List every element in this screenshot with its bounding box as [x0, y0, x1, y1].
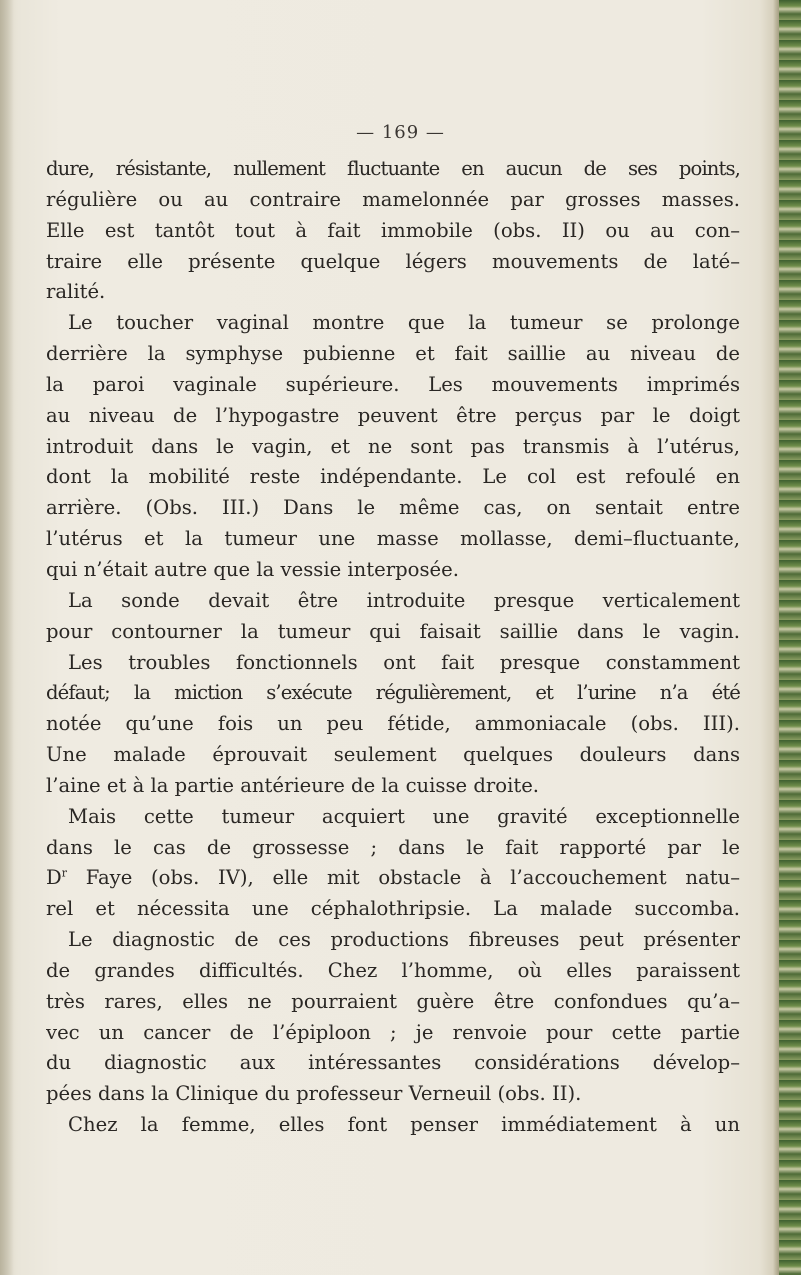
text-line	[46, 617, 740, 648]
text-line	[46, 740, 740, 771]
text-line	[46, 648, 740, 679]
text-line	[46, 370, 740, 401]
text-line	[46, 1079, 740, 1110]
text-line	[46, 586, 740, 617]
line-text: la paroi vaginale supérieure. Les mouvements imprimés	[46, 372, 740, 396]
line-text: pour contourner la tumeur qui faisait saillie dans le vagin.	[46, 619, 740, 643]
text-line	[46, 524, 740, 555]
line-text: Mais cette tumeur acquiert une gravité exceptionnelle	[68, 804, 740, 828]
body-text	[46, 154, 740, 1141]
text-line	[46, 247, 740, 278]
line-text: La sonde devait être introduite presque verticalement	[68, 588, 740, 612]
line-text: rel et nécessita une céphalothripsie. La malade succomba.	[46, 897, 740, 921]
text-line	[46, 277, 740, 308]
title-abbreviation-superscript: r	[61, 866, 67, 880]
line-text: du diagnostic aux intéressantes considérations dévelop–	[46, 1051, 740, 1075]
line-text: qui n’était autre que la vessie interposée.	[46, 557, 459, 581]
text-line	[46, 925, 740, 956]
text-line	[46, 462, 740, 493]
line-text: l’aine et à la partie antérieure de la cuisse droite.	[46, 773, 540, 797]
page-number: — 169 —	[356, 122, 445, 143]
line-text: Le toucher vaginal montre que la tumeur se prolonge	[68, 311, 740, 335]
line-text: très rares, elles ne pourraient guère être confondues qu’a–	[46, 989, 740, 1013]
text-line	[46, 1110, 740, 1141]
line-text: au niveau de l’hypogastre peuvent être perçus par le doigt	[46, 403, 740, 427]
text-line	[46, 894, 740, 925]
text-line	[46, 432, 740, 463]
text-line	[46, 401, 740, 432]
page-gutter-shadow	[0, 0, 14, 1275]
text-line	[46, 308, 740, 339]
line-text: Chez la femme, elles font penser immédiatement à un	[68, 1113, 740, 1137]
text-line	[46, 987, 740, 1018]
text-line	[46, 863, 740, 894]
text-line	[46, 1048, 740, 1079]
line-text: dont la mobilité reste indépendante. Le col est refoulé en	[46, 465, 740, 489]
line-text: Elle est tantôt tout à fait immobile (obs. II) ou au con–	[46, 218, 740, 242]
line-text: dure, résistante, nullement fluctuante en aucun de ses points,	[46, 157, 740, 180]
text-line	[46, 555, 740, 586]
text-line	[46, 678, 740, 709]
title-abbreviation: D	[46, 866, 62, 890]
line-text: ralité.	[46, 280, 106, 304]
book-binding-edge	[779, 0, 801, 1275]
text-line	[46, 216, 740, 247]
line-text: l’utérus et la tumeur une masse mollasse, demi–fluctuante,	[46, 527, 740, 551]
line-text: défaut; la miction s’exécute régulièrement, et l’urine n’a été	[46, 681, 740, 705]
line-text: de grandes difficultés. Chez l’homme, où elles paraissent	[46, 958, 740, 982]
text-line	[46, 833, 740, 864]
line-text: arrière. (Obs. III.) Dans le même cas, on sentait entre	[46, 496, 740, 520]
text-line	[46, 1018, 740, 1049]
line-text: Une malade éprouvait seulement quelques douleurs dans	[46, 743, 740, 767]
text-line	[46, 185, 740, 216]
text-line	[46, 802, 740, 833]
line-text: Le diagnostic de ces productions fibreuses peut présenter	[68, 928, 740, 952]
line-text: dans le cas de grossesse ; dans le fait rapporté par le	[46, 835, 740, 859]
line-text: derrière la symphyse pubienne et fait saillie au niveau de	[46, 342, 740, 366]
line-text: régulière ou au contraire mamelonnée par grosses masses.	[46, 187, 740, 211]
text-line	[46, 339, 740, 370]
text-line	[46, 956, 740, 987]
line-text: vec un cancer de l’épiploon ; je renvoie pour cette partie	[46, 1020, 740, 1044]
line-text: pées dans la Clinique du professeur Verneuil (obs. II).	[46, 1082, 582, 1106]
text-line	[46, 771, 740, 802]
line-text: traire elle présente quelque légers mouvements de laté–	[46, 249, 740, 273]
text-line	[46, 154, 740, 185]
text-line	[46, 709, 740, 740]
text-line	[46, 493, 740, 524]
line-text: Faye (obs. IV), elle mit obstacle à l’accouchement natu–	[85, 866, 740, 890]
line-text: introduit dans le vagin, et ne sont pas transmis à l’utérus,	[46, 434, 740, 458]
line-text: notée qu’une fois un peu fétide, ammoniacale (obs. III).	[46, 712, 740, 736]
line-text: Les troubles fonctionnels ont fait presque constamment	[68, 650, 740, 674]
